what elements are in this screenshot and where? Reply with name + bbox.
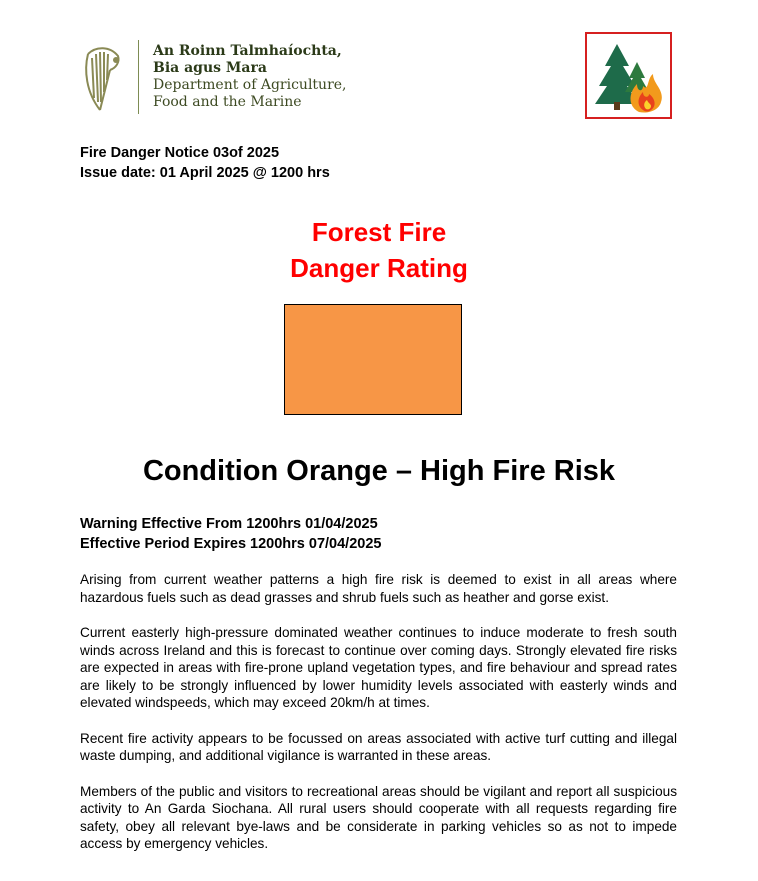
paragraph: Current easterly high-pressure dominated weather continues to induce moderate to fresh south winds across Ireland and this is forecast to continue over coming days. Strongly elevated fire risks are expected in areas with fire-prone upland vegetation types, and fire behaviour and spread rates are likely to be strongly influenced by lower humidity levels associated with easterly winds and elevated windspeeds, which may exceed 20km/h at times. (80, 625, 677, 710)
notice-number: Fire Danger Notice 03of 2025 (80, 145, 280, 161)
dept-irish-line1: An Roinn Talmhaíochta, (153, 43, 342, 59)
dept-english-line2: Food and the Marine (153, 94, 302, 110)
warning-period (80, 514, 381, 554)
rating-color-swatch (284, 304, 462, 415)
body-text (80, 571, 677, 871)
rating-title (0, 214, 758, 286)
condition-heading: Condition Orange – High Fire Risk (142, 455, 616, 487)
harp-icon (80, 40, 124, 114)
paragraph: Members of the public and visitors to recreational areas should be vigilant and report all suspicious activity to An Garda Siochana. All rural users should cooperate with all requests regarding fire safety, obey all relevant bye-laws and be considerate in parking vehicles so as not to impede access by emergency vehicles. (80, 783, 677, 851)
tree-and-flame-icon (587, 34, 670, 117)
rating-title-line2: Danger Rating (290, 253, 468, 283)
department-name (153, 40, 347, 111)
logo-divider (138, 40, 139, 114)
warning-expires: Effective Period Expires 1200hrs 07/04/2025 (80, 536, 382, 552)
dept-english-line1: Department of Agriculture, (153, 77, 347, 93)
paragraph: Recent fire activity appears to be focussed on areas associated with active turf cutting and illegal waste dumping, and additional vigilance is warranted in these areas. (80, 730, 677, 763)
warning-effective-from: Warning Effective From 1200hrs 01/04/2025 (80, 516, 378, 532)
department-logo (80, 40, 347, 114)
dept-irish-line2: Bia agus Mara (153, 60, 267, 76)
issue-date: Issue date: 01 April 2025 @ 1200 hrs (80, 165, 330, 181)
fire-danger-logo (585, 32, 672, 119)
notice-info (80, 143, 330, 183)
rating-title-line1: Forest Fire (311, 217, 447, 247)
paragraph: Arising from current weather patterns a high fire risk is deemed to exist in all areas where hazardous fuels such as dead grasses and shrub fuels such as heather and gorse exist. (80, 572, 677, 605)
